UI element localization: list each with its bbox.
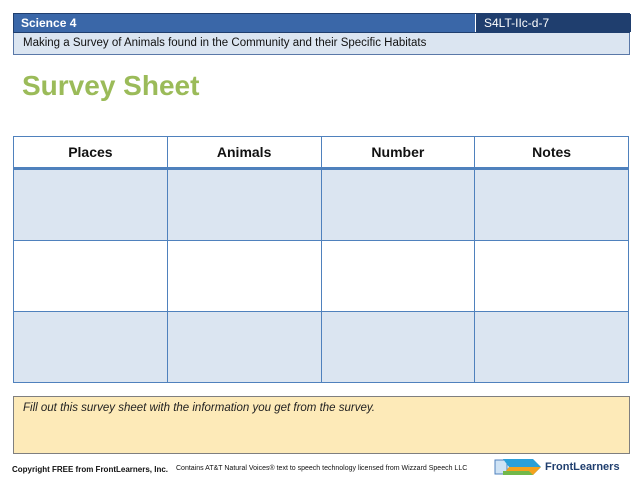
table-cell[interactable]: [475, 241, 629, 312]
table-header-row: [14, 137, 629, 169]
instruction-box: [13, 396, 630, 454]
table-cell[interactable]: [167, 241, 321, 312]
table-cell[interactable]: [14, 169, 168, 241]
table-cell[interactable]: [321, 241, 475, 312]
table-cell[interactable]: [475, 169, 629, 241]
column-header-number: Number: [321, 137, 475, 169]
column-header-animals: Animals: [167, 137, 321, 169]
column-header-notes: Notes: [475, 137, 629, 169]
instruction-text: Fill out this survey sheet with the information you get from the survey.: [23, 402, 375, 414]
table-row: [14, 241, 629, 312]
page-title: Survey Sheet: [22, 70, 200, 101]
footer-copyright: Copyright FREE from FrontLearners, Inc.: [12, 465, 169, 474]
column-header-places: Places: [14, 137, 168, 169]
header-bar: [13, 13, 630, 33]
subject-label: Science 4: [21, 16, 77, 30]
table-cell[interactable]: [475, 312, 629, 383]
lesson-code: S4LT-IIc-d-7: [484, 16, 550, 30]
subtitle-bar: [13, 33, 630, 55]
frontlearners-arrow-icon: [493, 456, 543, 478]
frontlearners-logo: [493, 456, 633, 478]
table-cell[interactable]: [321, 312, 475, 383]
logo-text: FrontLearners: [545, 461, 620, 473]
table-cell[interactable]: [167, 169, 321, 241]
table-cell[interactable]: [321, 169, 475, 241]
code-cell: [475, 14, 631, 32]
table-cell[interactable]: [14, 312, 168, 383]
table-cell[interactable]: [167, 312, 321, 383]
lesson-subtitle: Making a Survey of Animals found in the Community and their Specific Habitats: [23, 37, 427, 49]
survey-table: [13, 136, 629, 383]
table-row: [14, 312, 629, 383]
table-cell[interactable]: [14, 241, 168, 312]
footer-att-notice: Contains AT&T Natural Voices® text to speech technology licensed from Wizzard Speech LLC: [176, 465, 468, 472]
table-row: [14, 169, 629, 241]
